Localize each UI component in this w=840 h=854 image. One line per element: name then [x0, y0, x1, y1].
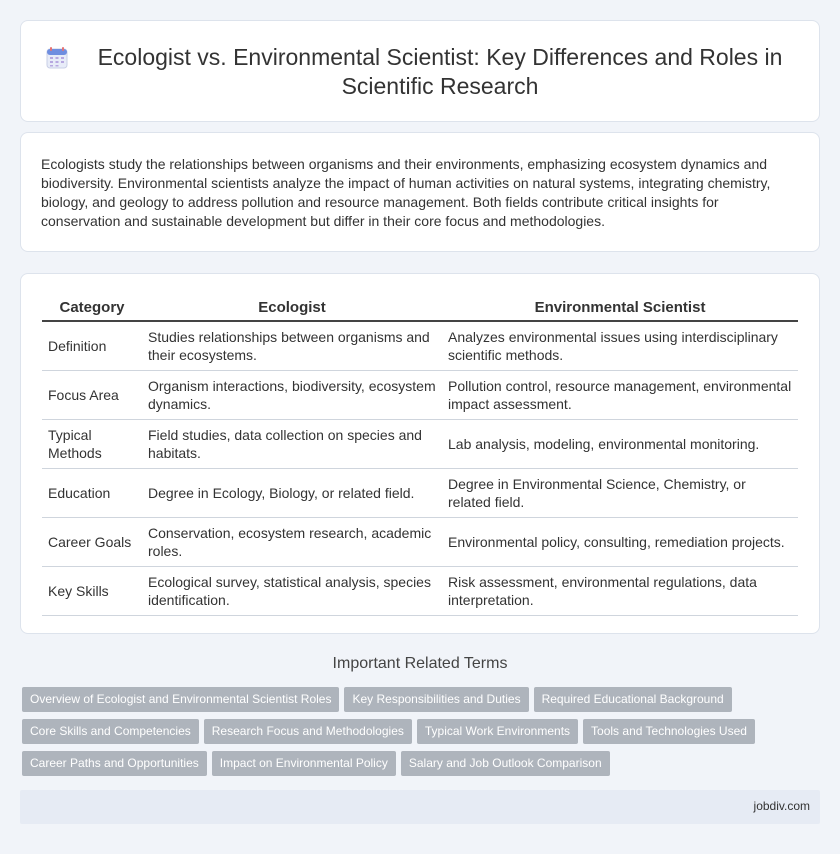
table-cell: Risk assessment, environmental regulations, data interpretation. [442, 566, 798, 615]
table-cell: Degree in Ecology, Biology, or related field. [142, 468, 442, 517]
footer-site-link[interactable]: jobdiv.com [753, 799, 810, 813]
table-row [42, 370, 798, 419]
related-term-tag[interactable]: Required Educational Background [534, 687, 732, 712]
table-cell: Key Skills [42, 566, 142, 615]
table-row [42, 468, 798, 517]
related-term-tag[interactable]: Typical Work Environments [417, 719, 578, 744]
table-cell: Definition [42, 321, 142, 370]
header-environmental-scientist: Environmental Scientist [442, 295, 798, 321]
table-cell: Analyzes environmental issues using interdisciplinary scientific methods. [442, 321, 798, 370]
header-ecologist: Ecologist [142, 295, 442, 321]
table-cell: Education [42, 468, 142, 517]
related-term-tag[interactable]: Key Responsibilities and Duties [344, 687, 528, 712]
related-term-tag[interactable]: Overview of Ecologist and Environmental Scientist Roles [22, 687, 339, 712]
tag-row [22, 751, 802, 783]
related-term-tag[interactable]: Core Skills and Competencies [22, 719, 199, 744]
footer [20, 790, 820, 824]
related-term-tag[interactable]: Career Paths and Opportunities [22, 751, 207, 776]
table-cell: Pollution control, resource management, environmental impact assessment. [442, 370, 798, 419]
table-cell: Conservation, ecosystem research, academic roles. [142, 517, 442, 566]
related-term-tag[interactable]: Salary and Job Outlook Comparison [401, 751, 610, 776]
table-cell: Field studies, data collection on species and habitats. [142, 419, 442, 468]
table-row [42, 419, 798, 468]
intro-card [20, 132, 820, 252]
table-cell: Environmental policy, consulting, remediation projects. [442, 517, 798, 566]
related-terms-list [22, 687, 802, 783]
table-cell: Typical Methods [42, 419, 142, 468]
tag-row [22, 719, 802, 751]
page-title: Ecologist vs. Environmental Scientist: Key Differences and Roles in Scientific Research [97, 44, 783, 99]
related-terms-title: Important Related Terms [332, 655, 508, 672]
table-row [42, 566, 798, 615]
comparison-table-card [20, 273, 820, 634]
table-cell: Ecological survey, statistical analysis, species identification. [142, 566, 442, 615]
table-cell: Career Goals [42, 517, 142, 566]
related-term-tag[interactable]: Tools and Technologies Used [583, 719, 755, 744]
table-row [42, 517, 798, 566]
header-category: Category [42, 295, 142, 321]
related-term-tag[interactable]: Research Focus and Methodologies [204, 719, 412, 744]
table-cell: Focus Area [42, 370, 142, 419]
table-cell: Organism interactions, biodiversity, ecosystem dynamics. [142, 370, 442, 419]
table-header-row [42, 295, 798, 321]
header-card [20, 20, 820, 122]
tag-row [22, 687, 802, 719]
table-cell: Degree in Environmental Science, Chemistry, or related field. [442, 468, 798, 517]
intro-paragraph: Ecologists study the relationships between organisms and their environments, emphasizing ecosystem dynamics and biodiversity. Environmental scientists analyze the impact of human activities on natural systems, integrating chemistry, biology, and geology to address pollution and resource management. Both fields contribute critical insights for conservation and sustainable development but differ in their core focus and methodologies. [41, 156, 771, 229]
table-cell: Studies relationships between organisms and their ecosystems. [142, 321, 442, 370]
comparison-table [42, 295, 798, 616]
table-row [42, 321, 798, 370]
related-term-tag[interactable]: Impact on Environmental Policy [212, 751, 396, 776]
table-cell: Lab analysis, modeling, environmental monitoring. [442, 419, 798, 468]
